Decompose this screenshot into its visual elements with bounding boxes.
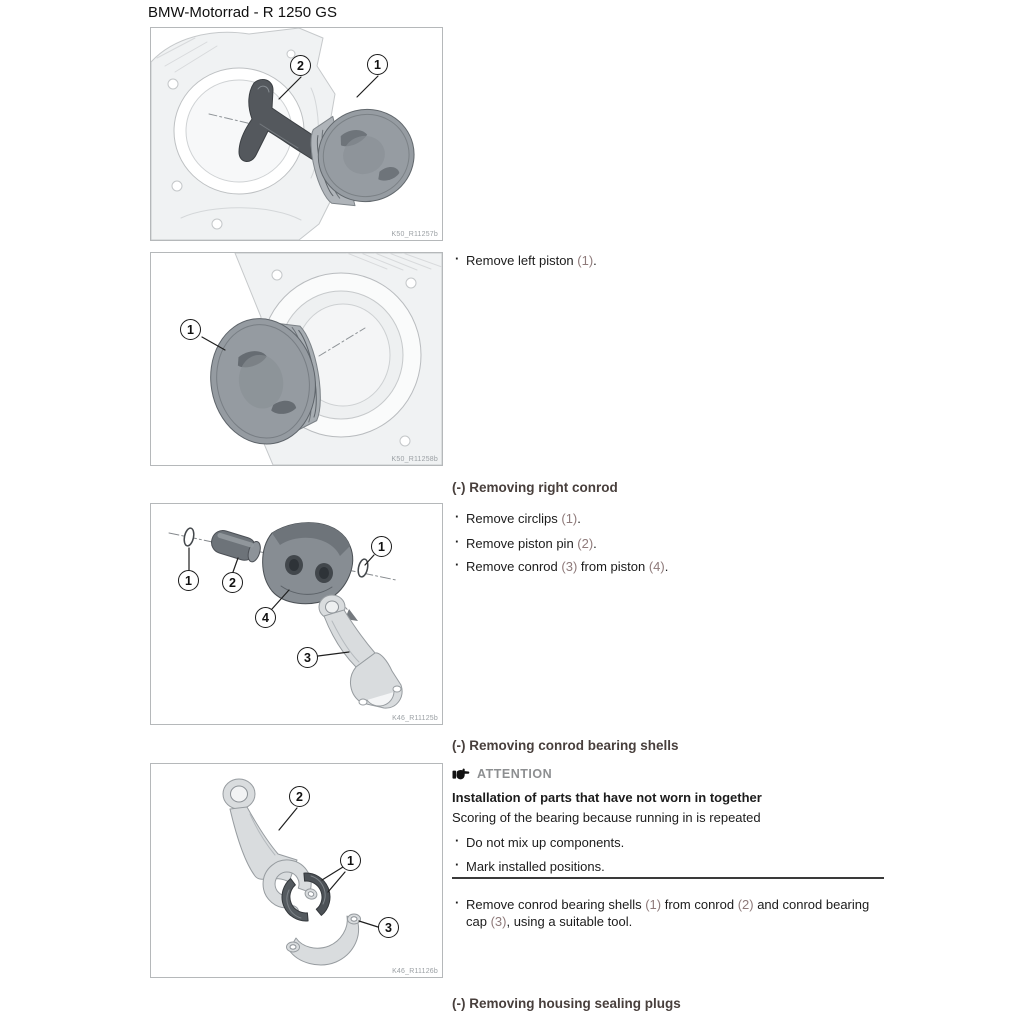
part-ref: (1): [645, 897, 662, 912]
callout-circlip-right: 1: [371, 536, 392, 557]
bullet-remove-conrod: · Remove conrod (3) from piston (4).: [455, 557, 669, 574]
section-divider: [452, 877, 884, 879]
bullet-remove-left-piston: · Remove left piston (1).: [455, 251, 597, 268]
part-ref: (1): [577, 253, 594, 268]
bullet-remove-bearing-shells: · Remove conrod bearing shells (1) from conrod (2) and conrod bearing cap (3), using a suitable tool.: [455, 895, 870, 929]
callout-conrod-2: 2: [289, 786, 310, 807]
bullet-marker: ·: [455, 509, 460, 524]
part-ref: (1): [561, 511, 578, 526]
figure-code: K46_R11125b: [392, 715, 438, 722]
heading-removing-right-conrod: (-) Removing right conrod: [452, 480, 618, 495]
bullet-marker: ·: [455, 557, 460, 572]
part-ref: (3): [490, 914, 507, 929]
bullet-marker: ·: [455, 251, 460, 266]
figure-code: K50_R11257b: [391, 231, 438, 238]
callout-shells-1: 1: [340, 850, 361, 871]
part-ref: (2): [577, 536, 594, 551]
bullet-marker: ·: [455, 857, 460, 872]
heading-removing-sealing-plugs: (-) Removing housing sealing plugs: [452, 996, 681, 1011]
part-ref: (2): [737, 897, 754, 912]
figure-2-illustration: [151, 253, 442, 465]
callout-conrod-3: 3: [297, 647, 318, 668]
callout-conrod: 2: [290, 55, 311, 76]
callout-piston-pin: 2: [222, 572, 243, 593]
page-title: BMW-Motorrad - R 1250 GS: [148, 4, 337, 21]
figure-piston-conrod-crankcase: [150, 27, 443, 241]
figure-code: K50_R11258b: [391, 456, 438, 463]
callout-piston: 1: [367, 54, 388, 75]
part-ref: (4): [648, 559, 665, 574]
part-ref: (3): [561, 559, 578, 574]
figure-code: K46_R11126b: [392, 968, 438, 975]
attention-label: ATTENTION: [477, 767, 553, 781]
bullet-mark-positions: · Mark installed positions.: [455, 857, 605, 874]
figure-left-piston-cylinder: [150, 252, 443, 466]
bullet-marker: ·: [455, 534, 460, 549]
callout-circlip-left: 1: [178, 570, 199, 591]
attention-banner: [452, 767, 552, 781]
figure-bearing-shells: [150, 763, 443, 978]
bullet-do-not-mix: · Do not mix up components.: [455, 833, 625, 850]
bullet-remove-circlips: · Remove circlips (1).: [455, 509, 581, 526]
callout-cap-3: 3: [378, 917, 399, 938]
bullet-marker: ·: [455, 833, 460, 848]
bullet-remove-piston-pin: · Remove piston pin (2).: [455, 534, 597, 551]
figure-3-illustration: [151, 504, 442, 724]
heading-removing-bearing-shells: (-) Removing conrod bearing shells: [452, 738, 679, 753]
figure-conrod-exploded: [150, 503, 443, 725]
attention-title: Installation of parts that have not worn in together: [452, 790, 762, 805]
attention-subtitle: Scoring of the bearing because running in is repeated: [452, 810, 761, 825]
bullet-marker: ·: [455, 895, 460, 910]
attention-hand-icon: [452, 768, 470, 781]
callout-left-piston: 1: [180, 319, 201, 340]
callout-piston-4: 4: [255, 607, 276, 628]
